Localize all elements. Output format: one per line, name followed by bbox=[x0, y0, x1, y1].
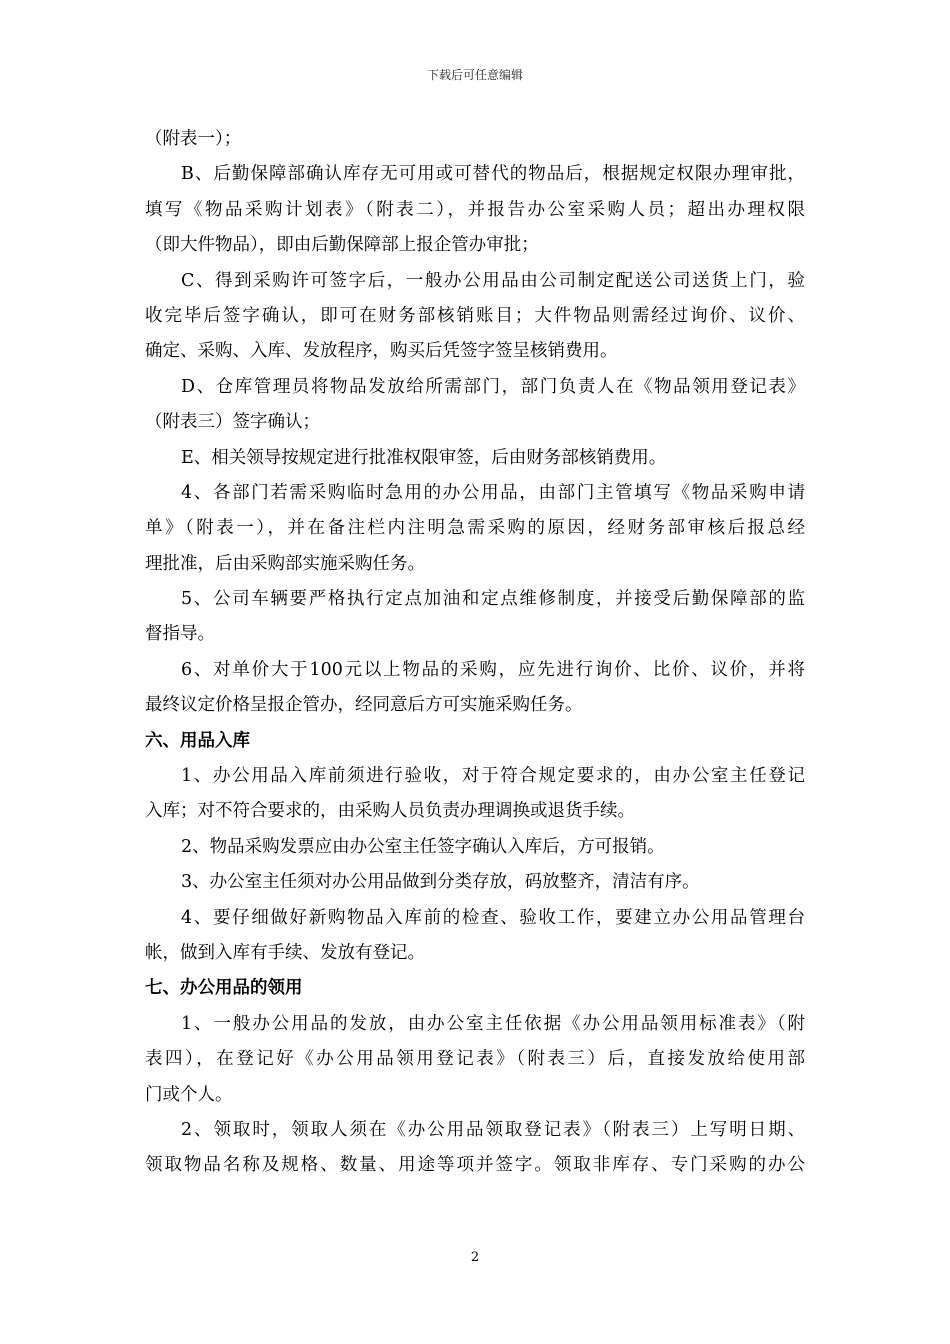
text-line: 帐，做到入库有手续、发放有登记。 bbox=[145, 942, 425, 963]
page-header: 下载后可任意编辑 bbox=[426, 68, 523, 82]
text-line: 收完毕后签字确认，即可在财务部核销账目；大件物品则需经过询价、议价、 bbox=[145, 305, 805, 326]
text-line: 领取物品名称及规格、数量、用途等项并签字。领取非库存、专门采购的办公 bbox=[145, 1155, 805, 1176]
text-line: 1、一般办公用品的发放，由办公室主任依据《办公用品领用标准表》（附 bbox=[181, 1013, 805, 1034]
text-line: 入库；对不符合要求的，由采购人员负责办理调换或退货手续。 bbox=[145, 801, 635, 822]
text-line: D、仓库管理员将物品发放给所需部门，部门负责人在《物品领用登记表》 bbox=[181, 376, 805, 397]
text-line: E、相关领导按规定进行批准权限审签，后由财务部核销费用。 bbox=[181, 447, 667, 468]
text-line: 2、物品采购发票应由办公室主任签字确认入库后，方可报销。 bbox=[181, 836, 665, 857]
text-line: 最终议定价格呈报企管办，经同意后方可实施采购任务。 bbox=[145, 695, 583, 716]
text-line: 门或个人。 bbox=[145, 1084, 233, 1105]
text-line: B、后勤保障部确认库存无可用或可替代的物品后，根据规定权限办理审批， bbox=[181, 164, 805, 185]
text-line: 确定、采购、入库、发放程序，购买后凭签字签呈核销费用。 bbox=[145, 341, 618, 362]
text-line: 1、办公用品入库前须进行验收，对于符合规定要求的，由办公室主任登记 bbox=[181, 766, 805, 787]
text-line: （即大件物品），即由后勤保障部上报企管办审批； bbox=[145, 235, 539, 256]
text-line: 督指导。 bbox=[145, 624, 215, 645]
text-line: （附表一）； bbox=[145, 129, 242, 149]
text-line: 6、对单价大于100元以上物品的采购，应先进行询价、比价、议价，并将 bbox=[181, 659, 805, 680]
document-body bbox=[145, 122, 805, 1184]
text-line: 理批准，后由采购部实施采购任务。 bbox=[145, 553, 425, 574]
text-line: C、得到采购许可签字后，一般办公用品由公司制定配送公司送货上门，验 bbox=[181, 270, 805, 291]
text-line: 表四），在登记好《办公用品领用登记表》（附表三）后，直接发放给使用部 bbox=[145, 1049, 805, 1070]
section-heading: 六、用品入库 bbox=[145, 730, 250, 751]
text-line: （附表三）签字确认； bbox=[145, 412, 320, 433]
page-number: 2 bbox=[470, 1250, 480, 1265]
text-line: 4、各部门若需采购临时急用的办公用品，由部门主管填写《物品采购申请 bbox=[181, 482, 805, 503]
text-line: 4、要仔细做好新购物品入库前的检查、验收工作，要建立办公用品管理台 bbox=[181, 907, 805, 928]
text-line: 5、公司车辆要严格执行定点加油和定点维修制度，并接受后勤保障部的监 bbox=[181, 589, 805, 610]
text-line: 2、领取时，领取人须在《办公用品领取登记表》（附表三）上写明日期、 bbox=[181, 1119, 805, 1140]
text-line: 填写《物品采购计划表》（附表二），并报告办公室采购人员；超出办理权限 bbox=[145, 199, 805, 220]
text-line: 3、办公室主任须对办公用品做到分类存放，码放整齐，清洁有序。 bbox=[181, 872, 700, 893]
text-line: 单》（附表一），并在备注栏内注明急需采购的原因，经财务部审核后报总经 bbox=[145, 518, 805, 539]
section-heading: 七、办公用品的领用 bbox=[145, 978, 303, 999]
